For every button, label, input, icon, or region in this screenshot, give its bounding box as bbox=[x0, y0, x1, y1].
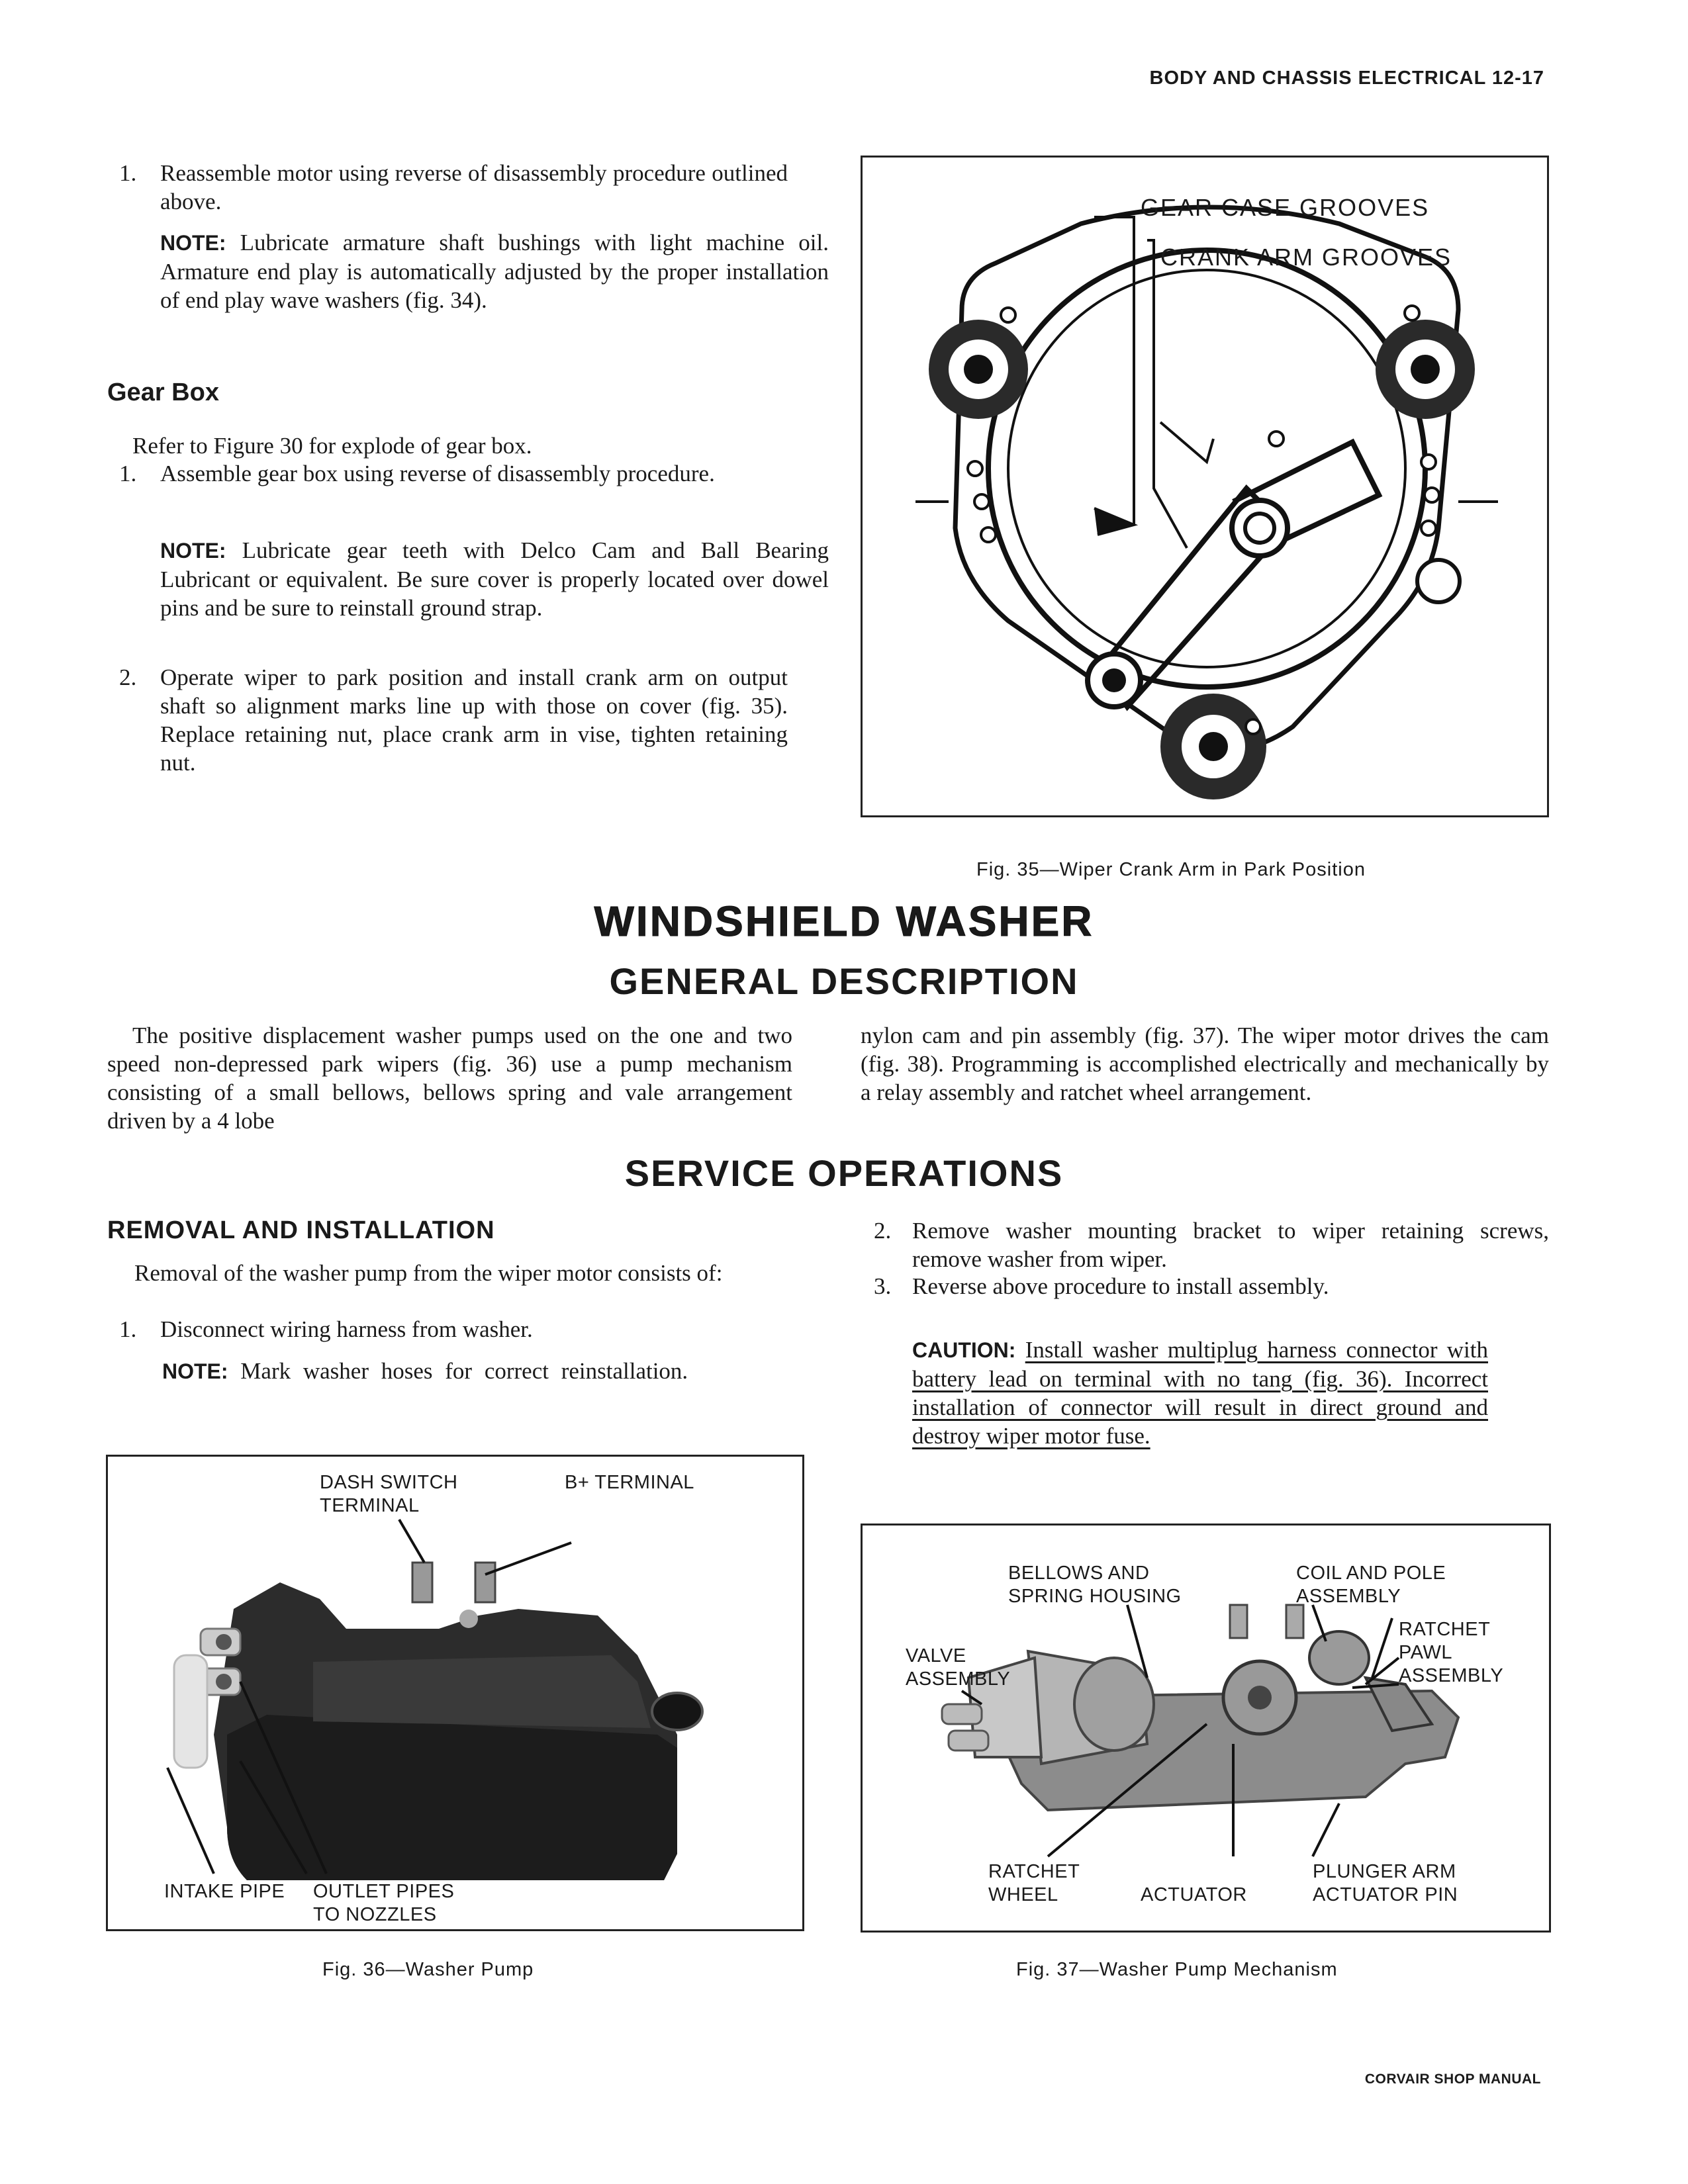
b-plus-terminal-label: B+ TERMINAL bbox=[565, 1472, 694, 1493]
bellows-housing-label bbox=[1008, 1562, 1182, 1608]
service-operations-heading: SERVICE OPERATIONS bbox=[624, 1152, 1064, 1194]
motor-note bbox=[160, 228, 829, 314]
plunger-arm-label bbox=[1313, 1860, 1458, 1907]
removal-step-3 bbox=[874, 1272, 1549, 1300]
crank-arm-pivot bbox=[1088, 500, 1288, 707]
step-number: 1. bbox=[119, 1316, 137, 1342]
coil-pole-label bbox=[1296, 1562, 1446, 1608]
removal-intro: Removal of the washer pump from the wiper motor consists of: bbox=[134, 1260, 723, 1286]
step-number: 1. bbox=[119, 160, 137, 186]
b-plus-terminal bbox=[475, 1563, 495, 1602]
gear-box-step-2 bbox=[119, 663, 788, 777]
intake-pipe-label: INTAKE PIPE bbox=[164, 1881, 285, 1902]
removal-note bbox=[162, 1357, 745, 1386]
ratchet-pawl-label-line-3: ASSEMBLY bbox=[1399, 1665, 1504, 1686]
running-head: BODY AND CHASSIS ELECTRICAL 12-17 bbox=[1149, 68, 1544, 89]
note-text: Lubricate gear teeth with Delco Cam and Ball Bearing Lubricant or equivalent. Be sure cover is properly located over dowel pins and be sure to reinstall ground strap. bbox=[160, 537, 829, 621]
gear-box-note bbox=[160, 536, 829, 622]
intake-pipe bbox=[174, 1655, 207, 1768]
note-label: NOTE: bbox=[160, 539, 226, 563]
removal-step-2 bbox=[874, 1216, 1549, 1273]
motor-step-1 bbox=[119, 159, 788, 216]
gear-case-grooves-label: GEAR CASE GROOVES bbox=[1141, 194, 1430, 221]
actuator-label: ACTUATOR bbox=[1141, 1884, 1247, 1905]
ratchet-pawl-label-line-2: PAWL bbox=[1399, 1642, 1452, 1663]
note-label: NOTE: bbox=[160, 231, 226, 255]
removal-installation-heading: REMOVAL AND INSTALLATION bbox=[107, 1216, 495, 1244]
mounting-boss-bottom bbox=[1160, 694, 1266, 799]
step-text: Remove washer mounting bracket to wiper retaining screws, remove washer from wiper. bbox=[912, 1218, 1549, 1272]
note-text: Lubricate armature shaft bushings with light machine oil. Armature end play is automatically adjusted by the proper installation of end play wave washers (fig. 34). bbox=[160, 230, 829, 313]
step-number: 2. bbox=[119, 664, 137, 690]
figure-37 bbox=[861, 1524, 1551, 1933]
figure-35 bbox=[861, 156, 1549, 817]
general-description-heading: GENERAL DESCRIPTION bbox=[609, 960, 1079, 1002]
fig-35-caption: Fig. 35—Wiper Crank Arm in Park Position bbox=[976, 859, 1366, 880]
valve-assembly-label bbox=[906, 1645, 1010, 1691]
bellows-label-line-1: BELLOWS AND bbox=[1008, 1563, 1150, 1584]
outlet-pipes-label-line-2: TO NOZZLES bbox=[313, 1904, 437, 1925]
step-number: 1. bbox=[119, 461, 137, 486]
dash-switch-terminal bbox=[412, 1563, 432, 1602]
ratchet-wheel-label-line-2: WHEEL bbox=[988, 1884, 1058, 1905]
step-text: Assemble gear box using reverse of disassembly procedure. bbox=[160, 461, 715, 486]
gear-box-heading: Gear Box bbox=[107, 379, 219, 406]
ratchet-wheel-label bbox=[988, 1860, 1080, 1907]
general-description-col-1: The positive displacement washer pumps used on the one and two speed non-depressed park wipers (fig. 36) use a pump mechanism consisting of a small bellows, bellows spring and vale arrangement driven by a 4 lobe bbox=[107, 1023, 792, 1134]
step-text: Operate wiper to park position and install crank arm on output shaft so alignment marks line up with those on cover (fig. 35). Replace retaining nut, place crank arm in vise, tighten retaining nut. bbox=[160, 664, 788, 776]
ratchet-pawl-label bbox=[1399, 1618, 1503, 1688]
valve-label-line-1: VALVE bbox=[906, 1645, 966, 1666]
step-text: Reverse above procedure to install assembly. bbox=[912, 1273, 1329, 1299]
bellows-label-line-2: SPRING HOUSING bbox=[1008, 1586, 1182, 1607]
note-text: Mark washer hoses for correct reinstallation. bbox=[240, 1358, 688, 1384]
step-number: 3. bbox=[874, 1273, 892, 1299]
caution-text: Install washer multiplug harness connector with battery lead on terminal with no tang (fig. 36). Incorrect installation of connector will result in direct ground and destroy wiper motor fuse. bbox=[912, 1337, 1488, 1449]
dash-switch-label bbox=[320, 1471, 458, 1518]
fig-36-caption: Fig. 36—Washer Pump bbox=[322, 1959, 534, 1980]
gear-box-intro: Refer to Figure 30 for explode of gear box. bbox=[132, 433, 532, 459]
coil-assembly bbox=[1309, 1631, 1369, 1684]
coil-label-line-1: COIL AND POLE bbox=[1296, 1563, 1446, 1584]
valve-label-line-2: ASSEMBLY bbox=[906, 1668, 1011, 1690]
step-number: 2. bbox=[874, 1218, 892, 1244]
note-label: NOTE: bbox=[162, 1359, 228, 1383]
plunger-label-line-1: PLUNGER ARM bbox=[1313, 1861, 1456, 1882]
footer: CORVAIR SHOP MANUAL bbox=[1364, 2071, 1541, 2087]
dash-switch-label-line-2: TERMINAL bbox=[320, 1495, 420, 1516]
general-description-col-2: nylon cam and pin assembly (fig. 37). The wiper motor drives the cam (fig. 38). Programming is accomplished electrically and mechanically by a relay assembly and ratchet wheel arrangement. bbox=[861, 1023, 1549, 1105]
outlet-pipes-label bbox=[313, 1880, 454, 1927]
figure-36 bbox=[106, 1455, 804, 1931]
caution-block bbox=[912, 1336, 1488, 1450]
coil-label-line-2: ASSEMBLY bbox=[1296, 1586, 1401, 1607]
ratchet-pawl-label-line-1: RATCHET bbox=[1399, 1619, 1491, 1640]
ratchet-wheel-label-line-1: RATCHET bbox=[988, 1861, 1080, 1882]
mounting-boss-right bbox=[1376, 320, 1475, 419]
windshield-washer-title: WINDSHIELD WASHER bbox=[594, 897, 1094, 945]
dash-switch-label-line-1: DASH SWITCH bbox=[320, 1472, 458, 1493]
mounting-boss-left bbox=[929, 320, 1028, 419]
step-text: Reassemble motor using reverse of disassembly procedure outlined above. bbox=[160, 160, 788, 214]
plunger-label-line-2: ACTUATOR PIN bbox=[1313, 1884, 1458, 1905]
step-text: Disconnect wiring harness from washer. bbox=[160, 1316, 533, 1342]
removal-step-1 bbox=[119, 1315, 788, 1343]
outlet-pipes-label-line-1: OUTLET PIPES bbox=[313, 1881, 455, 1902]
crank-arm-grooves-label: CRANK ARM GROOVES bbox=[1160, 244, 1452, 271]
fig-37-caption: Fig. 37—Washer Pump Mechanism bbox=[1016, 1959, 1338, 1980]
washer-pump-photo bbox=[108, 1457, 802, 1929]
caution-label: CAUTION: bbox=[912, 1338, 1016, 1362]
gear-box-step-1 bbox=[119, 459, 788, 488]
